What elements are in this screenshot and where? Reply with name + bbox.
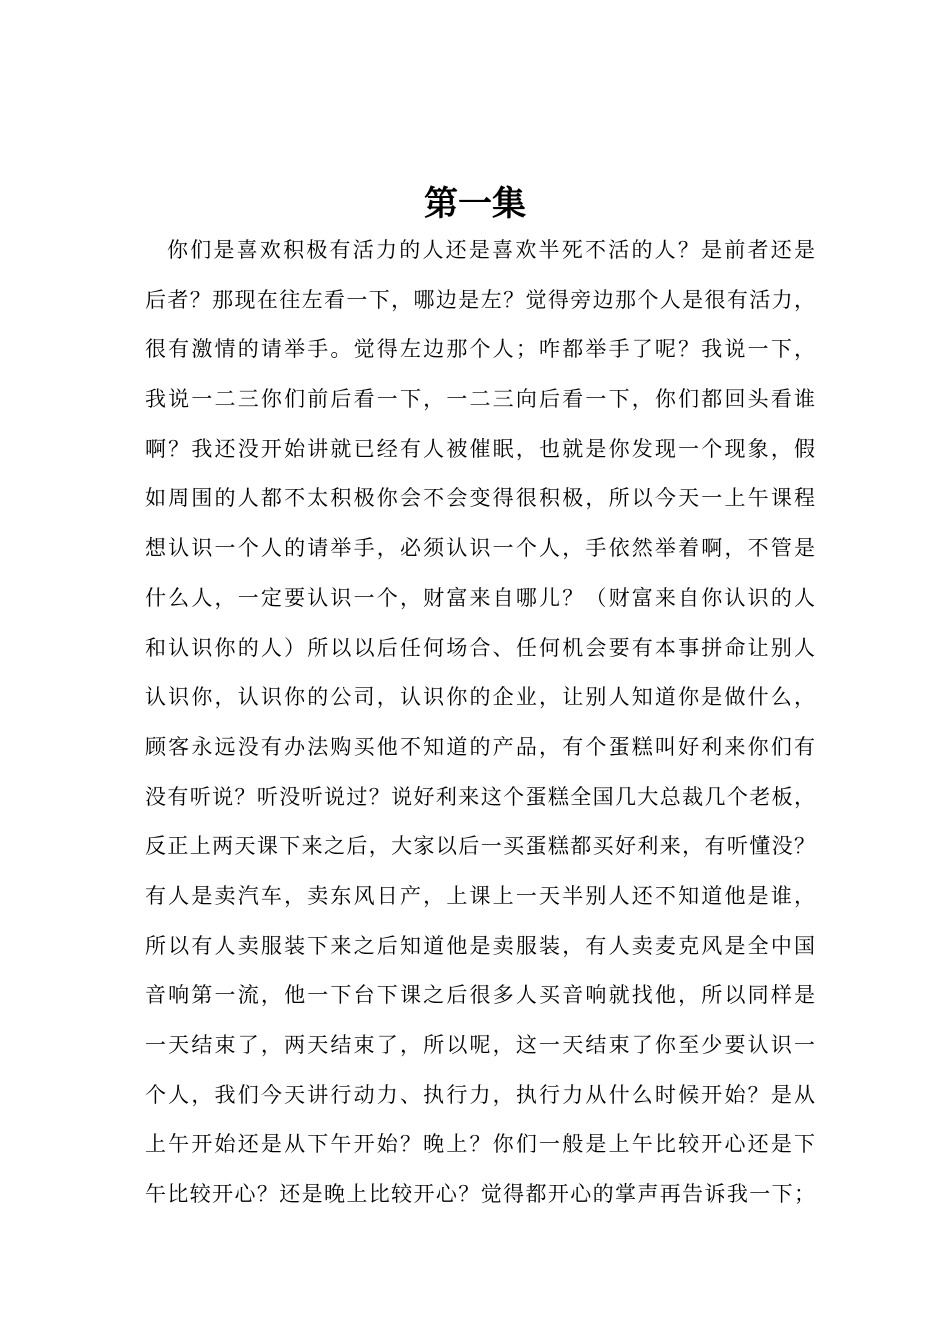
text-line: 认识你，认识你的公司，认识你的企业，让别人知道你是做什么， [145, 685, 815, 710]
text-line: 没有听说？听没听说过？说好利来这个蛋糕全国几大总裁几个老板， [145, 784, 815, 809]
text-line: 所以有人卖服装下来之后知道他是卖服装，有人卖麦克风是全中国 [145, 933, 815, 958]
text-line: 和认识你的人）所以以后任何场合、任何机会要有本事拼命让别人 [145, 635, 815, 660]
text-line: 午比较开心？还是晚上比较开心？觉得都开心的掌声再告诉我一下； [145, 1182, 815, 1207]
text-line: 很有激情的请举手。觉得左边那个人；咋都举手了呢？我说一下， [145, 337, 815, 362]
text-line: 个人，我们今天讲行动力、执行力，执行力从什么时候开始？是从 [145, 1082, 815, 1107]
text-line: 我说一二三你们前后看一下，一二三向后看一下，你们都回头看谁 [145, 387, 815, 412]
text-line: 音响第一流，他一下台下课之后很多人买音响就找他，所以同样是 [145, 983, 815, 1008]
text-line: 你们是喜欢积极有活力的人还是喜欢半死不活的人？是前者还是 [167, 238, 815, 262]
text-line: 上午开始还是从下午开始？晚上？你们一般是上午比较开心还是下 [145, 1132, 815, 1157]
text-line: 如周围的人都不太积极你会不会变得很积极，所以今天一上午课程 [145, 486, 815, 511]
text-line: 什么人，一定要认识一个，财富来自哪儿？（财富来自你认识的人 [145, 585, 815, 610]
text-line: 想认识一个人的请举手，必须认识一个人，手依然举着啊，不管是 [145, 536, 815, 561]
text-line: 后者？那现在往左看一下，哪边是左？觉得旁边那个人是很有活力， [145, 287, 815, 312]
text-line: 顾客永远没有办法购买他不知道的产品，有个蛋糕叫好利来你们有 [145, 734, 815, 759]
text-line: 有人是卖汽车，卖东风日产，上课上一天半别人还不知道他是谁， [145, 883, 815, 908]
text-line: 啊？我还没开始讲就已经有人被催眠，也就是你发现一个现象，假 [145, 436, 815, 461]
body-text [145, 226, 815, 1220]
text-line: 反正上两天课下来之后，大家以后一买蛋糕都买好利来，有听懂没？ [145, 834, 815, 859]
text-line: 一天结束了，两天结束了，所以呢，这一天结束了你至少要认识一 [145, 1033, 815, 1057]
page-title: 第一集 [424, 184, 526, 224]
